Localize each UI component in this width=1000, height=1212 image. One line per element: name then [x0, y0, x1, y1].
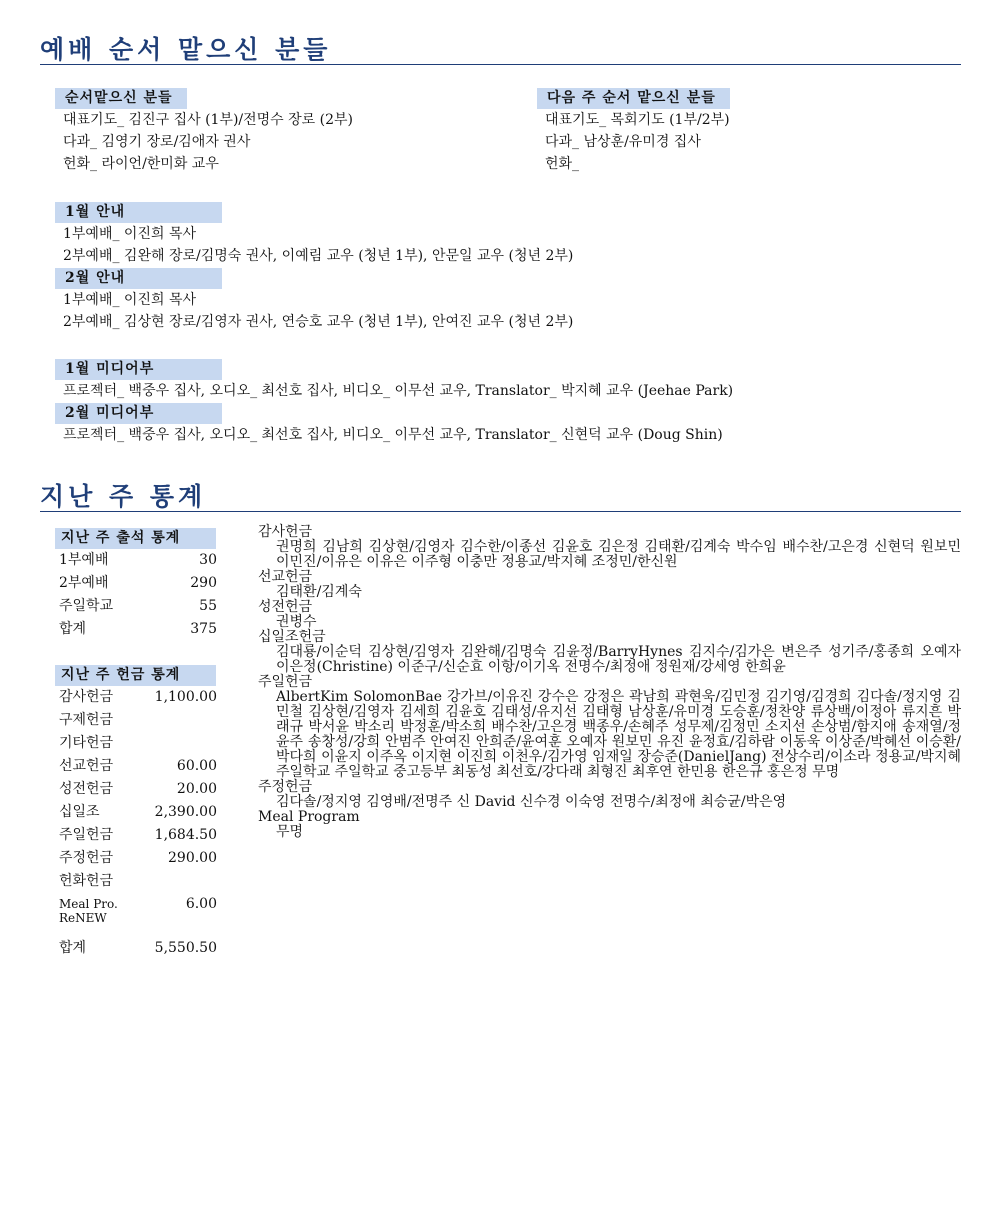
row-value: 55 — [199, 598, 217, 614]
row-label: 주일헌금 — [59, 827, 114, 843]
table-row — [55, 937, 217, 960]
next-week-line: 대표기도_ 목회기도 (1부/2부) — [545, 112, 730, 128]
donor-names: 김태환/김계숙 — [276, 584, 362, 600]
row-value: 5,550.50 — [154, 940, 217, 956]
this-week-line: 대표기도_ 김진구 집사 (1부)/전명수 장로 (2부) — [63, 112, 354, 128]
guide-line: 2부예배_ 김상현 장로/김영자 권사, 연승호 교우 (청년 1부), 안여진 교우 (청년 2부) — [63, 314, 574, 330]
row-value: 60.00 — [176, 758, 217, 774]
table-row — [55, 549, 217, 572]
row-value: 20.00 — [176, 781, 217, 797]
table-row — [55, 709, 217, 732]
media-line: 프로젝터_ 백중우 집사, 오디오_ 최선호 집사, 비디오_ 이무선 교우, Translator_ 박지혜 교우 (Jeehae Park) — [63, 383, 734, 399]
row-label: 감사헌금 — [59, 689, 114, 705]
donor-names: 김다솔/정지영 김영배/전명주 신 David 신수경 이숙영 전명수/최정애 최승균/박은영 — [276, 794, 787, 810]
table-row — [55, 778, 217, 801]
guide-line: 1부예배_ 이진희 목사 — [63, 292, 196, 308]
offering-category: 감사헌금 — [258, 524, 313, 540]
table-row — [55, 595, 217, 618]
table-row — [55, 870, 217, 893]
attendance-table — [55, 528, 217, 641]
next-week-servers — [537, 87, 730, 175]
row-label: 성전헌금 — [59, 781, 114, 797]
this-week-servers — [55, 87, 353, 175]
donor-names: 권명희 김남희 김상현/김영자 김수한/이종선 김윤호 김은정 김태환/김계숙 박수임 배수찬/고은경 신현덕 원보민 이민진/이유은 이유은 이주형 이충만 정용교/박지혜 조정민/한신원 — [276, 539, 961, 570]
row-label: 주일학교 — [59, 598, 114, 614]
row-value: 1,100.00 — [154, 689, 217, 705]
feb-media-header: 2월 미디어부 — [55, 403, 222, 424]
guide-line: 2부예배_ 김완해 장로/김명숙 권사, 이예림 교우 (청년 1부), 안문일 교우 (청년 2부) — [63, 248, 574, 264]
offering-category: Meal Program — [258, 809, 360, 825]
donor-names: 김대룡/이순덕 김상현/김영자 김완해/김명숙 김윤정/BarryHynes 김지수/김가은 변은주 성기주/홍종희 오예자 이은정(Christine) 이준구/신순효 이항/이기옥 전명수/최정애 정원재/강세영 한희윤 — [276, 644, 961, 675]
next-week-header: 다음 주 순서 맡으신 분들 — [537, 88, 730, 109]
row-label: 합계 — [59, 621, 87, 637]
row-label: 2부예배 — [59, 575, 109, 591]
this-week-line: 헌화_ 라이언/한미화 교우 — [63, 156, 219, 172]
offering-stats-table — [55, 665, 217, 960]
donor-names: AlbertKim SolomonBae 강가브/이유진 강수은 강정은 곽남희 곽현욱/김민정 김기영/김경희 김다솔/정지영 김민철 김상현/김영자 김세희 김윤호 김태성/유지선 김태형 남상훈/유미경 도승훈/정찬양 류상백/이정아 류지흔 박래규 박서윤 박소리 박정훈/박소희 배수찬/고은경 백종우/손혜주 성무제/김정민 소지선 손상범/함지애 송재열/정윤주 송창성/강희 안범주 안여진 안희준/윤여훈 오예자 원보민 유진 윤정효/김하람 이동욱 이상준/박혜선 이승환/박다희 이윤지 이주옥 이지현 이진희 이천우/김가영 임재일 장승준(DanielJang) 전상수리/이소라 정용교/박지혜 주일학교 주일학교 중고등부 최동성 최선호/강다래 최형진 최후연 한민용 한은규 홍은정 무명 — [276, 689, 961, 780]
row-label: 합계 — [59, 940, 87, 956]
offering-category: 주일헌금 — [258, 674, 313, 690]
offering-category: 성전헌금 — [258, 599, 313, 615]
row-label: 구제헌금 — [59, 712, 114, 728]
table-row — [55, 572, 217, 595]
offering-stats-header: 지난 주 헌금 통계 — [55, 665, 216, 686]
next-week-line: 헌화_ — [545, 156, 580, 172]
row-label: 선교헌금 — [59, 758, 114, 774]
row-value: 375 — [190, 621, 217, 637]
monthly-guide — [55, 201, 573, 333]
attendance-header: 지난 주 출석 통계 — [55, 528, 216, 549]
row-value: 30 — [199, 552, 217, 568]
this-week-header: 순서맡으신 분들 — [55, 88, 187, 109]
row-value: 1,684.50 — [154, 827, 217, 843]
media-team — [55, 358, 733, 446]
table-row — [55, 755, 217, 778]
jan-media-header: 1월 미디어부 — [55, 359, 222, 380]
offering-category: 주정헌금 — [258, 779, 313, 795]
next-week-line: 다과_ 남상훈/유미경 집사 — [545, 134, 701, 150]
row-value: 6.00 — [185, 896, 217, 912]
donor-names: 권병수 — [276, 614, 317, 630]
table-row — [55, 686, 217, 709]
row-label: 헌화헌금 — [59, 873, 114, 889]
table-row — [55, 618, 217, 641]
row-value: 290.00 — [168, 850, 217, 866]
section-divider — [40, 64, 961, 65]
row-value: 2,390.00 — [154, 804, 217, 820]
section-divider — [40, 511, 961, 512]
jan-guide-header: 1월 안내 — [55, 202, 222, 223]
this-week-line: 다과_ 김영기 장로/김애자 권사 — [63, 134, 251, 150]
offering-category: 십일조헌금 — [258, 629, 326, 645]
row-label: 1부예배 — [59, 552, 109, 568]
donor-names: 무명 — [276, 824, 304, 840]
row-label: 주정헌금 — [59, 850, 114, 866]
table-row — [55, 801, 217, 824]
table-row — [55, 893, 217, 937]
row-label: 십일조 — [59, 804, 100, 820]
offering-category: 선교헌금 — [258, 569, 313, 585]
worship-section-title: 예배 순서 맡으신 분들 — [40, 35, 332, 64]
row-value: 290 — [190, 575, 217, 591]
offering-donors-list — [258, 525, 961, 840]
stats-section-title: 지난 주 통계 — [40, 482, 207, 511]
row-label: Meal Pro. ReNEW — [59, 897, 118, 925]
feb-guide-header: 2월 안내 — [55, 268, 222, 289]
table-row — [55, 732, 217, 755]
media-line: 프로젝터_ 백중우 집사, 오디오_ 최선호 집사, 비디오_ 이무선 교우, Translator_ 신현덕 교우 (Doug Shin) — [63, 427, 723, 443]
table-row — [55, 847, 217, 870]
row-label: 기타헌금 — [59, 735, 114, 751]
guide-line: 1부예배_ 이진희 목사 — [63, 226, 196, 242]
table-row — [55, 824, 217, 847]
